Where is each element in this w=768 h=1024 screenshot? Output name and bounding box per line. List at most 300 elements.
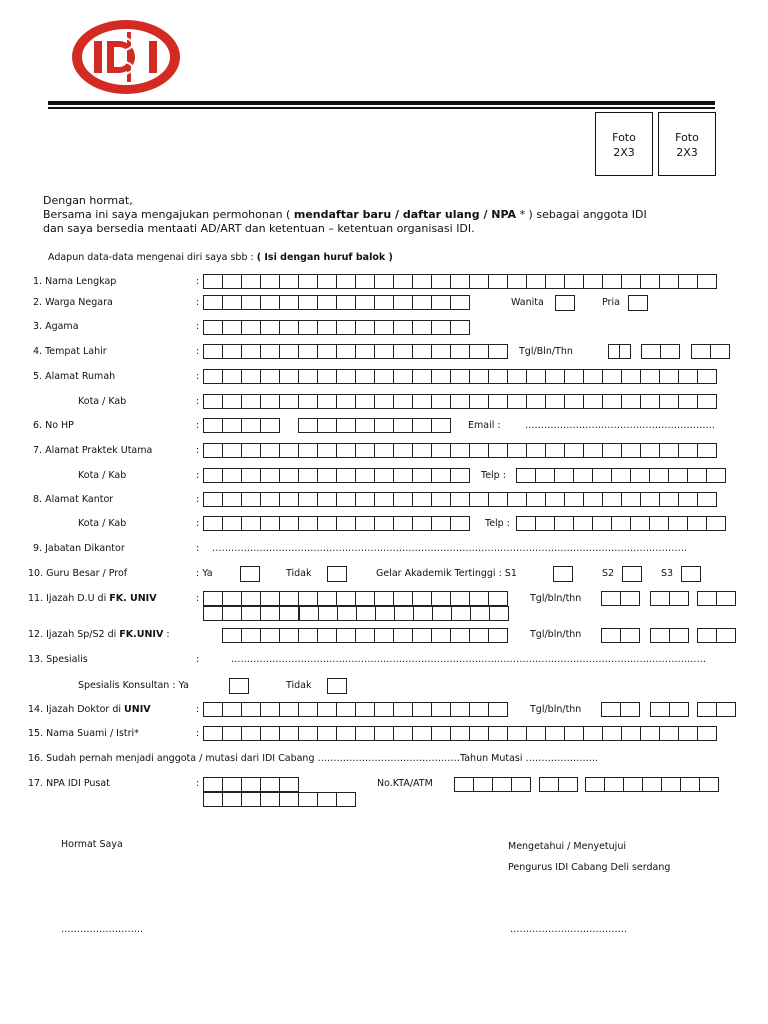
- char-box[interactable]: [279, 394, 299, 409]
- char-box[interactable]: [489, 606, 509, 621]
- kta-boxes-1[interactable]: [454, 777, 531, 792]
- char-box[interactable]: [450, 516, 470, 531]
- char-box[interactable]: [526, 443, 546, 458]
- char-box[interactable]: [374, 443, 394, 458]
- char-box[interactable]: [592, 516, 612, 531]
- char-box[interactable]: [317, 295, 337, 310]
- char-box[interactable]: [355, 516, 375, 531]
- char-box[interactable]: [336, 418, 356, 433]
- char-box[interactable]: [279, 344, 299, 359]
- char-box[interactable]: [450, 274, 470, 289]
- char-box[interactable]: [412, 295, 432, 310]
- tgl-sp-month-boxes[interactable]: [650, 628, 689, 643]
- char-box[interactable]: [488, 274, 508, 289]
- kta-boxes-3[interactable]: [585, 777, 719, 792]
- char-box[interactable]: [317, 320, 337, 335]
- char-box[interactable]: [602, 492, 622, 507]
- char-box[interactable]: [393, 369, 413, 384]
- char-box[interactable]: [241, 777, 261, 792]
- char-box[interactable]: [583, 394, 603, 409]
- char-box[interactable]: [393, 394, 413, 409]
- char-box[interactable]: [336, 726, 356, 741]
- char-box[interactable]: [650, 591, 670, 606]
- char-box[interactable]: [697, 274, 717, 289]
- char-box[interactable]: [260, 468, 280, 483]
- char-box[interactable]: [203, 468, 223, 483]
- char-box[interactable]: [545, 726, 565, 741]
- char-box[interactable]: [470, 606, 490, 621]
- alamat-kantor-boxes[interactable]: [203, 492, 717, 507]
- char-box[interactable]: [642, 777, 662, 792]
- char-box[interactable]: [412, 628, 432, 643]
- char-box[interactable]: [450, 468, 470, 483]
- char-box[interactable]: [450, 369, 470, 384]
- char-box[interactable]: [412, 726, 432, 741]
- char-box[interactable]: [336, 394, 356, 409]
- char-box[interactable]: [374, 418, 394, 433]
- no-hp-boxes-2[interactable]: [298, 418, 451, 433]
- checkbox-guru-besar-tidak[interactable]: [327, 566, 347, 582]
- char-box[interactable]: [298, 492, 318, 507]
- char-box[interactable]: [222, 516, 242, 531]
- char-box[interactable]: [393, 468, 413, 483]
- char-box[interactable]: [279, 606, 299, 621]
- char-box[interactable]: [678, 726, 698, 741]
- char-box[interactable]: [317, 702, 337, 717]
- char-box[interactable]: [241, 492, 261, 507]
- char-box[interactable]: [203, 702, 223, 717]
- char-box[interactable]: [526, 369, 546, 384]
- char-box[interactable]: [222, 591, 242, 606]
- char-box[interactable]: [298, 295, 318, 310]
- ijazah-sp-boxes[interactable]: [222, 628, 508, 643]
- checkbox-guru-besar-ya[interactable]: [240, 566, 260, 582]
- char-box[interactable]: [336, 516, 356, 531]
- char-box[interactable]: [374, 702, 394, 717]
- char-box[interactable]: [298, 443, 318, 458]
- char-box[interactable]: [374, 369, 394, 384]
- char-box[interactable]: [699, 777, 719, 792]
- char-box[interactable]: [412, 418, 432, 433]
- char-box[interactable]: [431, 344, 451, 359]
- char-box[interactable]: [640, 443, 660, 458]
- char-box[interactable]: [668, 468, 688, 483]
- jabatan-dotline[interactable]: ……………………………………………………………………………………………………………………………………: [212, 543, 687, 554]
- char-box[interactable]: [374, 274, 394, 289]
- char-box[interactable]: [659, 492, 679, 507]
- char-box[interactable]: [298, 516, 318, 531]
- char-box[interactable]: [412, 516, 432, 531]
- char-box[interactable]: [488, 702, 508, 717]
- char-box[interactable]: [317, 726, 337, 741]
- char-box[interactable]: [393, 295, 413, 310]
- char-box[interactable]: [260, 344, 280, 359]
- char-box[interactable]: [279, 468, 299, 483]
- char-box[interactable]: [260, 443, 280, 458]
- char-box[interactable]: [241, 606, 261, 621]
- char-box[interactable]: [298, 394, 318, 409]
- char-box[interactable]: [393, 591, 413, 606]
- char-box[interactable]: [203, 792, 223, 807]
- char-box[interactable]: [336, 468, 356, 483]
- char-box[interactable]: [526, 274, 546, 289]
- char-box[interactable]: [573, 468, 593, 483]
- char-box[interactable]: [469, 443, 489, 458]
- char-box[interactable]: [203, 492, 223, 507]
- nama-suami-istri-boxes[interactable]: [203, 726, 717, 741]
- char-box[interactable]: [336, 369, 356, 384]
- char-box[interactable]: [516, 468, 536, 483]
- char-box[interactable]: [298, 468, 318, 483]
- char-box[interactable]: [393, 320, 413, 335]
- char-box[interactable]: [260, 274, 280, 289]
- char-box[interactable]: [279, 628, 299, 643]
- checkbox-konsultan-ya[interactable]: [229, 678, 249, 694]
- char-box[interactable]: [488, 492, 508, 507]
- char-box[interactable]: [355, 394, 375, 409]
- char-box[interactable]: [298, 369, 318, 384]
- tgl-doktor-month-boxes[interactable]: [650, 702, 689, 717]
- char-box[interactable]: [355, 344, 375, 359]
- char-box[interactable]: [564, 726, 584, 741]
- char-box[interactable]: [526, 726, 546, 741]
- char-box[interactable]: [535, 468, 555, 483]
- char-box[interactable]: [583, 492, 603, 507]
- char-box[interactable]: [450, 320, 470, 335]
- char-box[interactable]: [678, 394, 698, 409]
- char-box[interactable]: [473, 777, 493, 792]
- char-box[interactable]: [393, 443, 413, 458]
- email-dotline[interactable]: ……………………………………………………: [525, 420, 715, 431]
- char-box[interactable]: [554, 468, 574, 483]
- char-box[interactable]: [241, 792, 261, 807]
- char-box[interactable]: [317, 443, 337, 458]
- char-box[interactable]: [336, 443, 356, 458]
- char-box[interactable]: [641, 344, 661, 359]
- char-box[interactable]: [640, 274, 660, 289]
- char-box[interactable]: [488, 369, 508, 384]
- char-box[interactable]: [260, 320, 280, 335]
- char-box[interactable]: [431, 726, 451, 741]
- char-box[interactable]: [203, 295, 223, 310]
- char-box[interactable]: [298, 274, 318, 289]
- tgl-du-day-boxes[interactable]: [601, 591, 640, 606]
- char-box[interactable]: [661, 777, 681, 792]
- char-box[interactable]: [317, 369, 337, 384]
- char-box[interactable]: [621, 726, 641, 741]
- char-box[interactable]: [488, 344, 508, 359]
- char-box[interactable]: [279, 492, 299, 507]
- char-box[interactable]: [260, 628, 280, 643]
- char-box[interactable]: [621, 492, 641, 507]
- char-box[interactable]: [260, 492, 280, 507]
- char-box[interactable]: [222, 628, 242, 643]
- char-box[interactable]: [279, 320, 299, 335]
- char-box[interactable]: [431, 394, 451, 409]
- warga-negara-boxes[interactable]: [203, 295, 470, 310]
- char-box[interactable]: [678, 443, 698, 458]
- char-box[interactable]: [697, 369, 717, 384]
- char-box[interactable]: [222, 418, 242, 433]
- char-box[interactable]: [393, 628, 413, 643]
- char-box[interactable]: [374, 628, 394, 643]
- char-box[interactable]: [355, 492, 375, 507]
- char-box[interactable]: [450, 702, 470, 717]
- char-box[interactable]: [602, 394, 622, 409]
- char-box[interactable]: [619, 344, 631, 359]
- char-box[interactable]: [431, 591, 451, 606]
- char-box[interactable]: [516, 516, 536, 531]
- tgl-lahir-year-boxes[interactable]: [691, 344, 730, 359]
- char-box[interactable]: [355, 702, 375, 717]
- char-box[interactable]: [222, 320, 242, 335]
- char-box[interactable]: [583, 369, 603, 384]
- char-box[interactable]: [545, 369, 565, 384]
- char-box[interactable]: [431, 274, 451, 289]
- char-box[interactable]: [260, 516, 280, 531]
- char-box[interactable]: [413, 606, 433, 621]
- char-box[interactable]: [469, 394, 489, 409]
- char-box[interactable]: [526, 394, 546, 409]
- char-box[interactable]: [450, 628, 470, 643]
- char-box[interactable]: [659, 726, 679, 741]
- char-box[interactable]: [318, 606, 338, 621]
- char-box[interactable]: [298, 591, 318, 606]
- char-box[interactable]: [260, 394, 280, 409]
- char-box[interactable]: [526, 492, 546, 507]
- char-box[interactable]: [488, 628, 508, 643]
- checkbox-s3[interactable]: [681, 566, 701, 582]
- checkbox-pria[interactable]: [628, 295, 648, 311]
- char-box[interactable]: [222, 606, 242, 621]
- char-box[interactable]: [241, 344, 261, 359]
- char-box[interactable]: [317, 591, 337, 606]
- char-box[interactable]: [678, 274, 698, 289]
- char-box[interactable]: [222, 792, 242, 807]
- char-box[interactable]: [545, 443, 565, 458]
- char-box[interactable]: [241, 468, 261, 483]
- char-box[interactable]: [298, 320, 318, 335]
- char-box[interactable]: [222, 344, 242, 359]
- npa-boxes-1[interactable]: [203, 777, 299, 792]
- checkbox-konsultan-tidak[interactable]: [327, 678, 347, 694]
- char-box[interactable]: [279, 702, 299, 717]
- char-box[interactable]: [412, 394, 432, 409]
- char-box[interactable]: [659, 394, 679, 409]
- char-box[interactable]: [336, 628, 356, 643]
- char-box[interactable]: [691, 344, 711, 359]
- char-box[interactable]: [469, 492, 489, 507]
- char-box[interactable]: [669, 702, 689, 717]
- char-box[interactable]: [469, 702, 489, 717]
- char-box[interactable]: [299, 606, 319, 621]
- char-box[interactable]: [222, 394, 242, 409]
- char-box[interactable]: [260, 295, 280, 310]
- char-box[interactable]: [260, 418, 280, 433]
- char-box[interactable]: [393, 418, 413, 433]
- tgl-lahir-day-boxes[interactable]: [608, 344, 631, 359]
- char-box[interactable]: [450, 344, 470, 359]
- char-box[interactable]: [355, 320, 375, 335]
- char-box[interactable]: [336, 344, 356, 359]
- char-box[interactable]: [432, 606, 452, 621]
- char-box[interactable]: [564, 394, 584, 409]
- char-box[interactable]: [469, 274, 489, 289]
- char-box[interactable]: [431, 492, 451, 507]
- tgl-lahir-month-boxes[interactable]: [641, 344, 680, 359]
- char-box[interactable]: [602, 726, 622, 741]
- char-box[interactable]: [356, 606, 376, 621]
- char-box[interactable]: [488, 394, 508, 409]
- tempat-lahir-boxes[interactable]: [203, 344, 508, 359]
- char-box[interactable]: [203, 369, 223, 384]
- char-box[interactable]: [260, 777, 280, 792]
- char-box[interactable]: [630, 468, 650, 483]
- char-box[interactable]: [511, 777, 531, 792]
- char-box[interactable]: [450, 591, 470, 606]
- char-box[interactable]: [317, 274, 337, 289]
- char-box[interactable]: [203, 777, 223, 792]
- char-box[interactable]: [431, 443, 451, 458]
- char-box[interactable]: [649, 516, 669, 531]
- char-box[interactable]: [660, 344, 680, 359]
- char-box[interactable]: [687, 516, 707, 531]
- char-box[interactable]: [336, 792, 356, 807]
- char-box[interactable]: [393, 702, 413, 717]
- char-box[interactable]: [393, 726, 413, 741]
- alamat-praktek-boxes[interactable]: [203, 443, 717, 458]
- char-box[interactable]: [412, 702, 432, 717]
- char-box[interactable]: [492, 777, 512, 792]
- ijazah-du-boxes-2a[interactable]: [203, 606, 299, 621]
- char-box[interactable]: [279, 443, 299, 458]
- char-box[interactable]: [450, 443, 470, 458]
- char-box[interactable]: [393, 516, 413, 531]
- char-box[interactable]: [241, 726, 261, 741]
- char-box[interactable]: [469, 628, 489, 643]
- char-box[interactable]: [564, 274, 584, 289]
- char-box[interactable]: [412, 274, 432, 289]
- char-box[interactable]: [337, 606, 357, 621]
- char-box[interactable]: [374, 344, 394, 359]
- char-box[interactable]: [680, 777, 700, 792]
- char-box[interactable]: [706, 516, 726, 531]
- no-hp-boxes-1[interactable]: [203, 418, 280, 433]
- char-box[interactable]: [697, 394, 717, 409]
- char-box[interactable]: [659, 369, 679, 384]
- char-box[interactable]: [222, 443, 242, 458]
- char-box[interactable]: [630, 516, 650, 531]
- signature-left-line[interactable]: ……………………..: [61, 924, 144, 935]
- char-box[interactable]: [203, 516, 223, 531]
- char-box[interactable]: [602, 443, 622, 458]
- char-box[interactable]: [260, 792, 280, 807]
- char-box[interactable]: [279, 591, 299, 606]
- char-box[interactable]: [669, 628, 689, 643]
- char-box[interactable]: [393, 344, 413, 359]
- signature-right-line[interactable]: ……………………………….: [510, 924, 628, 935]
- char-box[interactable]: [602, 369, 622, 384]
- char-box[interactable]: [374, 726, 394, 741]
- char-box[interactable]: [431, 628, 451, 643]
- char-box[interactable]: [222, 468, 242, 483]
- char-box[interactable]: [336, 274, 356, 289]
- char-box[interactable]: [431, 418, 451, 433]
- char-box[interactable]: [640, 492, 660, 507]
- char-box[interactable]: [203, 418, 223, 433]
- char-box[interactable]: [317, 468, 337, 483]
- char-box[interactable]: [554, 516, 574, 531]
- char-box[interactable]: [535, 516, 555, 531]
- char-box[interactable]: [450, 492, 470, 507]
- char-box[interactable]: [203, 443, 223, 458]
- char-box[interactable]: [687, 468, 707, 483]
- char-box[interactable]: [355, 418, 375, 433]
- char-box[interactable]: [241, 394, 261, 409]
- char-box[interactable]: [241, 320, 261, 335]
- char-box[interactable]: [706, 468, 726, 483]
- checkbox-s2[interactable]: [622, 566, 642, 582]
- char-box[interactable]: [355, 468, 375, 483]
- char-box[interactable]: [203, 344, 223, 359]
- char-box[interactable]: [298, 344, 318, 359]
- checkbox-s1[interactable]: [553, 566, 573, 582]
- char-box[interactable]: [431, 369, 451, 384]
- char-box[interactable]: [203, 394, 223, 409]
- ijazah-doktor-boxes[interactable]: [203, 702, 508, 717]
- tgl-du-month-boxes[interactable]: [650, 591, 689, 606]
- char-box[interactable]: [611, 516, 631, 531]
- char-box[interactable]: [469, 591, 489, 606]
- char-box[interactable]: [488, 726, 508, 741]
- char-box[interactable]: [507, 492, 527, 507]
- char-box[interactable]: [260, 606, 280, 621]
- char-box[interactable]: [412, 492, 432, 507]
- char-box[interactable]: [279, 516, 299, 531]
- kota-praktek-boxes[interactable]: [203, 468, 470, 483]
- char-box[interactable]: [412, 443, 432, 458]
- char-box[interactable]: [620, 591, 640, 606]
- tgl-doktor-year-boxes[interactable]: [697, 702, 736, 717]
- char-box[interactable]: [412, 468, 432, 483]
- char-box[interactable]: [431, 516, 451, 531]
- ijazah-du-boxes-2b[interactable]: [299, 606, 509, 621]
- char-box[interactable]: [317, 492, 337, 507]
- char-box[interactable]: [621, 443, 641, 458]
- char-box[interactable]: [241, 274, 261, 289]
- char-box[interactable]: [355, 274, 375, 289]
- char-box[interactable]: [355, 443, 375, 458]
- ijazah-du-boxes[interactable]: [203, 591, 508, 606]
- char-box[interactable]: [623, 777, 643, 792]
- char-box[interactable]: [412, 369, 432, 384]
- char-box[interactable]: [260, 369, 280, 384]
- char-box[interactable]: [241, 418, 261, 433]
- char-box[interactable]: [583, 274, 603, 289]
- char-box[interactable]: [697, 702, 717, 717]
- char-box[interactable]: [564, 492, 584, 507]
- char-box[interactable]: [279, 369, 299, 384]
- tgl-sp-day-boxes[interactable]: [601, 628, 640, 643]
- char-box[interactable]: [716, 702, 736, 717]
- char-box[interactable]: [604, 777, 624, 792]
- char-box[interactable]: [469, 726, 489, 741]
- char-box[interactable]: [650, 628, 670, 643]
- char-box[interactable]: [621, 274, 641, 289]
- char-box[interactable]: [203, 320, 223, 335]
- char-box[interactable]: [222, 369, 242, 384]
- char-box[interactable]: [222, 295, 242, 310]
